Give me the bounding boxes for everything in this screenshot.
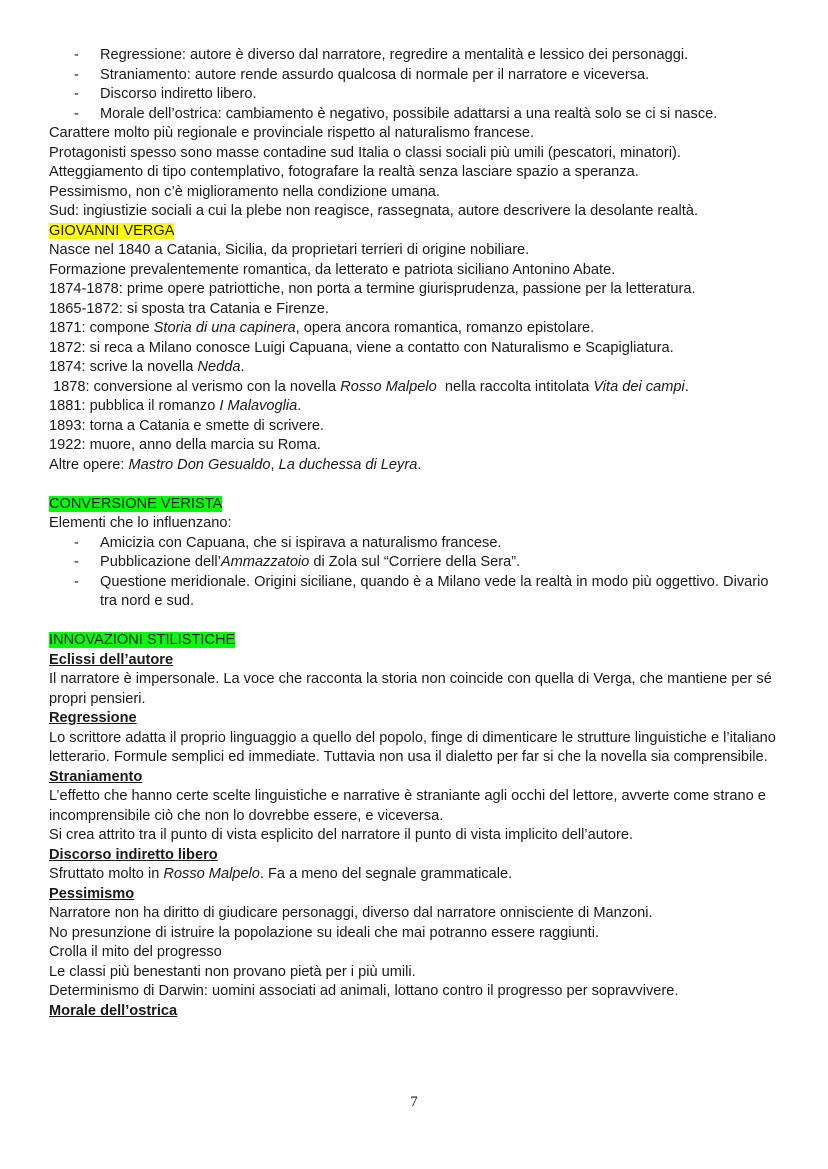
- section-heading-conversione: [49, 495, 788, 515]
- bio-line: [49, 456, 788, 476]
- paragraph: Protagonisti spesso sono masse contadine sud Italia o classi sociali più umili (pescatori, minatori).: [49, 144, 681, 161]
- text: 1874: scrive la novella: [49, 359, 198, 375]
- list-item: - Questione meridionale. Origini siciliane, quando è a Milano vede la realtà in modo più oggettivo. Divario tra nord e sud.: [74, 573, 788, 612]
- paragraph: Atteggiamento di tipo contemplativo, fotografare la realtà senza lasciare spazio a speranza.: [49, 164, 639, 180]
- paragraph: Si crea attrito tra il punto di vista esplicito del narratore il punto di vista implicito dell’autore.: [49, 827, 634, 843]
- highlighted-heading: CONVERSIONE VERISTA: [49, 495, 223, 512]
- subheading-morale: Morale dell’ostrica: [49, 1002, 178, 1019]
- paragraph: Narratore non ha diritto di giudicare personaggi, diverso dal narratore onnisciente di Manzoni.: [49, 905, 653, 921]
- bio-line: 1872: si reca a Milano conosce Luigi Capuana, viene a contatto con Naturalismo e Scapigliatura.: [49, 339, 674, 356]
- bio-line: 1865-1872: si sposta tra Catania e Firenze.: [49, 300, 329, 317]
- paragraph: Il narratore è impersonale. La voce che racconta la storia non coincide con quella di Verga, che mantiene per sé propri pensieri.: [49, 671, 772, 707]
- bio-line: Nasce nel 1840 a Catania, Sicilia, da proprietari terrieri di origine nobiliare.: [49, 242, 530, 258]
- bio-line: [49, 358, 788, 378]
- text: .: [240, 359, 245, 375]
- bio-line: Formazione prevalentemente romantica, da letterato e patriota siciliano Antonino Abate.: [49, 261, 616, 278]
- bio-line: [49, 378, 788, 398]
- intro-list: [49, 46, 788, 124]
- work-title: La duchessa di Leyra: [278, 456, 418, 473]
- work-title: Vita dei campi: [593, 378, 685, 395]
- text: 1871: compone: [49, 320, 154, 336]
- spacer: [49, 612, 788, 632]
- paragraph: Determinismo di Darwin: uomini associati ad animali, lottano contro il progresso per sopravvivere.: [49, 983, 679, 999]
- work-title: Rosso Malpelo: [163, 866, 260, 882]
- subheading-discorso: Discorso indiretto libero: [49, 846, 218, 863]
- list-item: - Straniamento: autore rende assurdo qualcosa di normale per il narratore e viceversa.: [74, 66, 788, 86]
- paragraph: Lo scrittore adatta il proprio linguaggio a quello del popolo, finge di dimenticare le strutture linguistiche e l’italiano letterario. Formule semplici ed immediate. Tuttavia non usa il dialetto per far si che la novella sia comprensibile.: [49, 729, 776, 765]
- paragraph: Sud: ingiustizie sociali a cui la plebe non reagisce, rassegnata, autore descrivere la desolante realtà.: [49, 203, 698, 219]
- text: 1878: conversione al verismo con la novella: [49, 378, 341, 395]
- paragraph: No presunzione di istruire la popolazione su ideali che mai potranno essere raggiunti.: [49, 924, 600, 941]
- text: . Fa a meno del segnale grammaticale.: [259, 866, 513, 882]
- conversione-list: [49, 534, 788, 612]
- paragraph: [49, 865, 788, 885]
- subheading-pessimismo: Pessimismo: [49, 885, 135, 902]
- text: ,: [270, 456, 279, 473]
- bio-line: [49, 319, 788, 339]
- list-item: - Discorso indiretto libero.: [74, 85, 788, 105]
- text: .: [417, 456, 422, 473]
- subheading-regressione: Regressione: [49, 710, 137, 726]
- work-title: I Malavoglia: [219, 398, 298, 414]
- list-item: [74, 553, 788, 573]
- bio-line: 1922: muore, anno della marcia su Roma.: [49, 437, 321, 453]
- highlighted-heading: GIOVANNI VERGA: [49, 222, 175, 239]
- bio-line: 1893: torna a Catania e smette di scrivere.: [49, 417, 324, 434]
- text: .: [684, 378, 689, 395]
- section-heading-verga: [49, 222, 788, 242]
- page-number: 7: [410, 1094, 418, 1110]
- text: , opera ancora romantica, romanzo epistolare.: [295, 320, 595, 336]
- text: Sfruttato molto in: [49, 866, 164, 882]
- bio-line: 1874-1878: prime opere patriottiche, non porta a termine giurisprudenza, passione per la letteratura.: [49, 281, 696, 297]
- paragraph: L’effetto che hanno certe scelte linguistiche e narrative è straniante agli occhi del lettore, avverte come strano e incomprensibile ciò che non lo dovrebbe essere, e viceversa.: [49, 788, 766, 824]
- subheading-eclissi: Eclissi dell’autore: [49, 651, 174, 668]
- list-item: - Amicizia con Capuana, che si ispirava a naturalismo francese.: [74, 534, 788, 554]
- bio-line: [49, 397, 788, 417]
- highlighted-heading: INNOVAZIONI STILISTICHE: [49, 632, 236, 648]
- text: Altre opere:: [49, 456, 129, 473]
- paragraph: Carattere molto più regionale e provinciale rispetto al naturalismo francese.: [49, 125, 535, 141]
- work-title: Nedda: [197, 359, 241, 375]
- list-item: - Morale dell’ostrica: cambiamento è negativo, possibile adattarsi a una realtà solo se ci si nasce.: [74, 105, 788, 125]
- text: 1881: pubblica il romanzo: [49, 398, 220, 414]
- work-title: Rosso Malpelo: [340, 378, 437, 395]
- subheading-straniamento: Straniamento: [49, 768, 143, 785]
- section-heading-innovazioni: [49, 631, 788, 651]
- text: Pubblicazione dell’: [100, 554, 221, 570]
- work-title: Mastro Don Gesualdo: [128, 456, 271, 473]
- paragraph: Pessimismo, non c’è miglioramento nella condizione umana.: [49, 183, 440, 200]
- list-item: - Regressione: autore è diverso dal narratore, regredire a mentalità e lessico dei personaggi.: [74, 46, 788, 66]
- text: nella raccolta intitolata: [436, 378, 594, 395]
- work-title: Ammazzatoio: [220, 554, 310, 570]
- paragraph: Elementi che lo influenzano:: [49, 515, 232, 531]
- work-title: Storia di una capinera: [153, 320, 296, 336]
- paragraph: Crolla il mito del progresso: [49, 944, 222, 960]
- spacer: [49, 475, 788, 495]
- text: .: [297, 398, 302, 414]
- paragraph: Le classi più benestanti non provano pietà per i più umili.: [49, 963, 416, 980]
- text: di Zola sul “Corriere della Sera”.: [309, 554, 521, 570]
